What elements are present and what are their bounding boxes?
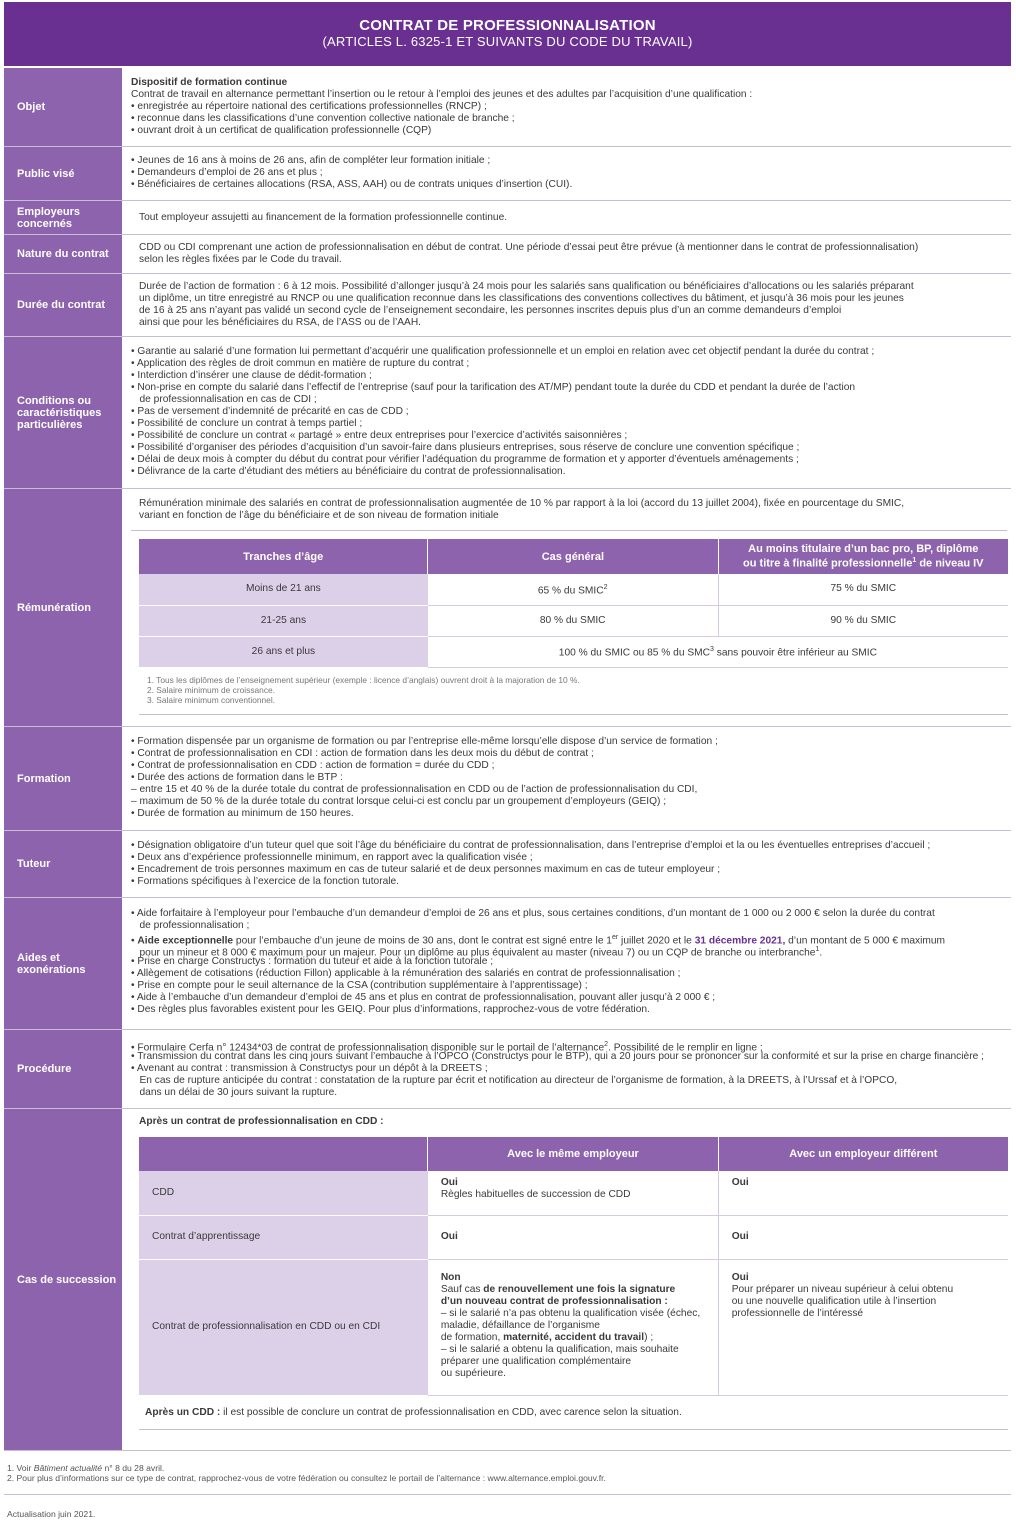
row-content [131,489,1007,726]
tuteur-line: • Désignation obligatoire d’un tuteur quel que soit l’âge du bénéficiaire du contrat de professionnalisation, dans l’entreprise d’emploi et la ou les éventuelles entreprises d’accueil ; [131,840,931,851]
duree-line: de 16 à 25 ans n’ayant pas validé un second cycle de l’enseignement secondaire, les personnes inscrites depuis plus d’un an comme demandeurs d’emploi [139,305,842,316]
title-banner [4,2,1011,66]
row-label: Public visé [4,147,122,200]
row-content [131,235,1007,273]
aides-line: • Prise en compte pour le seuil alternance de la CSA (contribution supplémentaire à l’apprentissage) ; [131,980,588,991]
conditions-line: • Pas de versement d’indemnité de précarité en cas de CDD ; [131,406,409,417]
cell-age: 21-25 ans [139,605,428,636]
row-conditions [4,337,1011,489]
remuneration-intro: variant en fonction de l’âge du bénéficiaire et de son niveau de formation initiale [139,510,499,521]
table-note: 2. Salaire minimum de croissance. [147,685,276,695]
nature-line: CDD ou CDI comprenant une action de professionnalisation en début de contrat. Une période d’essai peut être prévue (à mentionner dans le contrat de professionnalisation) [139,242,919,253]
conditions-line: • Délivrance de la carte d’étudiant des métiers au bénéficiaire du contrat de professionnalisation. [131,466,566,477]
footnote: 2. Pour plus d’informations sur ce type de contrat, rapprochez-vous de votre fédération ou consultez le portail de l’alternance : www.alternance.emploi.gouv.fr. [7,1473,606,1483]
footnote: 1. Voir Bâtiment actualité n° 8 du 28 avril. [7,1463,165,1473]
table-row [139,1171,1008,1215]
divider [139,1429,1008,1430]
col-header-diff: Avec un employeur différent [718,1137,1008,1171]
row-label: Aides et exonérations [4,898,122,1029]
conditions-line: • Possibilité d’organiser des périodes d’acquisition d’un savoir-faire dans plusieurs entreprises, sous réserve de conclure une convention spécifique ; [131,442,800,453]
row-label: Objet [4,68,122,146]
employeurs-text: Tout employeur assujetti au financement de la formation professionnelle continue. [139,212,508,223]
aides-line: pour un mineur et 8 000 € maximum pour un majeur. Pour un diplôme au plus équivalent au master (niveau 7) ou un CQP de branche ou interbranche$^1$. [131,946,823,959]
row-content [131,274,1007,336]
tuteur-line: • Formations spécifiques à l’exercice de la fonction tutorale. [131,876,400,887]
row-content [131,147,1007,200]
row-content [131,68,1007,146]
tuteur-line: • Deux ans d’expérience professionnelle minimum, en rapport avec la qualification visée ; [131,852,533,863]
aides-line: • Prise en charge Constructys : formation du tuteur et aide à la fonction tutorale ; [131,956,494,967]
row-aides [4,898,1011,1030]
row-content [131,831,1007,897]
cell-same: Oui [428,1215,718,1259]
row-tuteur [4,831,1011,898]
table-row [139,636,1008,667]
formation-line: – maximum de 50 % de la durée totale du contrat lorsque celui-ci est conclu par un groupement d’employeurs (GEIQ) ; [131,796,667,807]
formation-line: • Formation dispensée par un organisme de formation ou par l’entreprise elle-même lorsqu’elle dispose d’un service de formation ; [131,736,718,747]
formation-line: • Contrat de professionnalisation en CDD : action de formation = durée du CDD ; [131,760,495,771]
public-line: • Jeunes de 16 ans à moins de 26 ans, afin de compléter leur formation initiale ; [131,155,491,166]
aides-line: de professionnalisation ; [131,920,250,931]
aides-line: • Aide exceptionnelle pour l’embauche d’un jeune de moins de 30 ans, dont le contrat est signé entre le 1er juillet 2020 et le 31 décembre 2021, d’un montant de 5 000 € maximum [131,934,946,947]
row-label: Cas de succession [4,1109,122,1450]
cell-same: Non Sauf cas de renouvellement une fois la signature d’un nouveau contrat de professionnalisation : – si le salarié n’a pas obtenu la qualification visée (échec, maladie, défaillance de l’organisme de formation, maternité, accident du travail) ; – si le salarié a obtenu la qualification, mais souhaite préparer une qualification complémentaire ou supérieure. [428,1259,718,1395]
row-content [131,1030,1007,1108]
row-label: Procédure [4,1030,122,1108]
table-row [139,605,1008,636]
formation-line: • Contrat de professionnalisation en CDI : action de formation dans les deux mois du début de contrat ; [131,748,594,759]
objet-heading: Dispositif de formation continue [131,77,288,88]
aides-line: • Aide forfaitaire à l’employeur pour l’embauche d’un demandeur d’emploi de 26 ans et plus, sous certaines conditions, d’un montant de 1 000 ou 2 000 € selon la durée du contrat [131,908,935,919]
row-label: Durée du contrat [4,274,122,336]
col-header-general: Cas général [428,539,718,574]
cell-diff: Oui Pour préparer un niveau supérieur à celui obtenu ou une nouvelle qualification utile à l’insertion professionnelle de l’intéressé [718,1259,1008,1395]
table-note: 1. Tous les diplômes de l’enseignement supérieur (exemple : licence d’anglais) ouvrent droit à la majoration de 10 %. [147,675,580,685]
remuneration-intro: Rémunération minimale des salariés en contrat de professionnalisation augmentée de 10 % par rapport à la loi (accord du 13 juillet 2004), fixée en pourcentage du SMIC, [139,498,905,509]
cell-general: 80 % du SMIC [428,605,718,636]
cell-type: Contrat d’apprentissage [139,1215,428,1259]
cell-bac: 75 % du SMIC [718,574,1008,605]
conditions-line: • Interdiction d’insérer une clause de dédit-formation ; [131,370,372,381]
formation-line: • Durée des actions de formation dans le BTP : [131,772,343,783]
row-content [131,727,1007,830]
row-duree [4,274,1011,337]
public-line: • Demandeurs d’emploi de 26 ans et plus ; [131,167,323,178]
table-header-row [139,539,1008,574]
row-remuneration [4,489,1011,727]
procedure-line: • Formulaire Cerfa n° 12434*03 de contrat de professionnalisation disponible sur le portail de l’alternance$^2$. Possibilité de le remplir en ligne ; [131,1041,763,1054]
cell-type: CDD [139,1171,428,1215]
cell-age: Moins de 21 ans [139,574,428,605]
public-line: • Bénéficiaires de certaines allocations (RSA, ASS, AAH) ou de contrats uniques d’insertion (CUI). [131,179,573,190]
table-row [139,1215,1008,1259]
document-subtitle: (ARTICLES L. 6325-1 ET SUIVANTS DU CODE DU TRAVAIL) [322,34,693,49]
row-objet [4,68,1011,147]
conditions-line: • Non-prise en compte du salarié dans l’effectif de l’entreprise (sauf pour la tarification des AT/MP) pendant toute la durée du CDD et pendant la durée de l’action [131,382,856,393]
col-header-blank [139,1137,428,1171]
row-label: Formation [4,727,122,830]
row-formation [4,727,1011,831]
cell-age: 26 ans et plus [139,636,428,667]
col-header-bac: Au moins titulaire d’un bac pro, BP, diplôme ou titre à finalité professionnelle$^1$ de niveau IV [718,539,1008,574]
update-date: Actualisation juin 2021. [7,1509,96,1519]
procedure-line: • Transmission du contrat dans les cinq jours suivant l’embauche à l’OPCO (Constructys pour le BTP), qui a 20 jours pour se prononcer sur la conformité et sur la prise en charge financière ; [131,1051,984,1062]
row-procedure [4,1030,1011,1109]
conditions-line: • Possibilité de conclure un contrat « partagé » entre deux entreprises pour l’exercice d’activités saisonnières ; [131,430,628,441]
table-row [139,1259,1008,1395]
procedure-line: En cas de rupture anticipée du contrat : constatation de la rupture par écrit et notification au directeur de l’organisme de formation, à la DREETS, à l’Urssaf et à l’OPCO, [131,1075,898,1086]
formation-line: • Durée de formation au minimum de 150 heures. [131,808,354,819]
objet-line: Contrat de travail en alternance permettant l’insertion ou le retour à l’emploi des jeunes et des adultes par l’acquisition d’une qualification : [131,89,753,100]
objet-line: • ouvrant droit à un certificat de qualification professionnelle (CQP) [131,125,432,136]
row-label: Tuteur [4,831,122,897]
conditions-line: de professionnalisation en cas de CDI ; [131,394,317,405]
conditions-line: • Garantie au salarié d’une formation lui permettant d’acquérir une qualification professionnelle et un emploi en relation avec cet objectif pendant la durée du contrat ; [131,346,875,357]
succession-heading: Après un contrat de professionnalisation en CDD : [139,1116,384,1127]
succession-table [139,1137,1008,1396]
objet-line: • reconnue dans les classifications d’une convention collective nationale de branche ; [131,113,515,124]
conditions-line: • Application des règles de droit commun en matière de rupture du contrat ; [131,358,470,369]
table-row [139,574,1008,605]
duree-line: Durée de l’action de formation : 6 à 12 mois. Possibilité d’allonger jusqu’à 24 mois pour les salariés sans qualification ou bénéficiaires d’allocations ou les salariés préparant [139,281,914,292]
divider [4,1494,1011,1495]
col-header-age: Tranches d’âge [139,539,428,574]
col-header-same: Avec le même employeur [428,1137,718,1171]
row-content [131,201,1007,234]
row-label: Rémunération [4,489,122,726]
conditions-line: • Possibilité de conclure un contrat à temps partiel ; [131,418,363,429]
formation-line: – entre 15 et 40 % de la durée totale du contrat de professionnalisation en CDD ou de l’action de professionnalisation du CDI, [131,784,698,795]
divider [131,530,1007,531]
row-content [131,898,1007,1029]
cell-diff: Oui [718,1171,1008,1215]
conditions-line: • Délai de deux mois à compter du début du contrat pour vérifier l’adéquation du programme de formation et y apporter d’éventuels aménagements ; [131,454,799,465]
succession-after: Après un CDD : il est possible de conclure un contrat de professionnalisation en CDD, avec carence selon la situation. [145,1407,682,1418]
nature-line: selon les règles fixées par le Code du travail. [139,254,342,265]
remuneration-table [139,539,1008,668]
cell-general: 65 % du SMIC$^2$ [428,574,718,605]
divider [139,714,1008,715]
row-succession [4,1109,1011,1450]
document-title: CONTRAT DE PROFESSIONNALISATION [359,17,656,34]
aides-line: • Des règles plus favorables existent pour les GEIQ. Pour plus d’informations, rapprochez-vous de votre fédération. [131,1004,650,1015]
row-label: Conditions ou caractéristiques particulières [4,337,122,488]
procedure-line: • Avenant au contrat : transmission à Constructys pour un dépôt à la DREETS ; [131,1063,488,1074]
aides-line: • Aide à l’embauche d’un demandeur d’emploi de 45 ans et plus en contrat de professionnalisation, pouvant aller jusqu’à 2 000 € ; [131,992,716,1003]
table-note: 3. Salaire minimum conventionnel. [147,695,276,705]
row-content [131,337,1007,488]
duree-line: ainsi que pour les bénéficiaires du RSA, de l’ASS ou de l’AAH. [139,317,422,328]
aides-line: • Allègement de cotisations (réduction Fillon) applicable à la rémunération des salariés en contrat de professionnalisation ; [131,968,681,979]
row-employeurs [4,201,1011,235]
row-label: Employeurs concernés [4,201,122,234]
tuteur-line: • Encadrement de trois personnes maximum en cas de tuteur salarié et de deux personnes maximum en cas de tuteur employeur ; [131,864,721,875]
procedure-line: dans un délai de 30 jours suivant la rupture. [131,1087,338,1098]
row-nature [4,235,1011,274]
cell-type: Contrat de professionnalisation en CDD ou en CDI [139,1259,428,1395]
row-content [131,1109,1007,1450]
objet-line: • enregistrée au répertoire national des certifications professionnelles (RNCP) ; [131,101,487,112]
table-header-row [139,1137,1008,1171]
cell-bac: 90 % du SMIC [718,605,1008,636]
cell-diff: Oui [718,1215,1008,1259]
divider [4,1450,1011,1451]
row-public [4,147,1011,201]
cell-same: Oui Règles habituelles de succession de CDD [428,1171,718,1215]
row-label: Nature du contrat [4,235,122,273]
cell-merged: 100 % du SMIC ou 85 % du SMC$^3$ sans pouvoir être inférieur au SMIC [428,636,1008,667]
duree-line: un diplôme, un titre enregistré au RNCP ou une qualification reconnue dans les classifications des conventions collectives du bâtiment, et jusqu’à 36 mois pour les jeunes [139,293,904,304]
